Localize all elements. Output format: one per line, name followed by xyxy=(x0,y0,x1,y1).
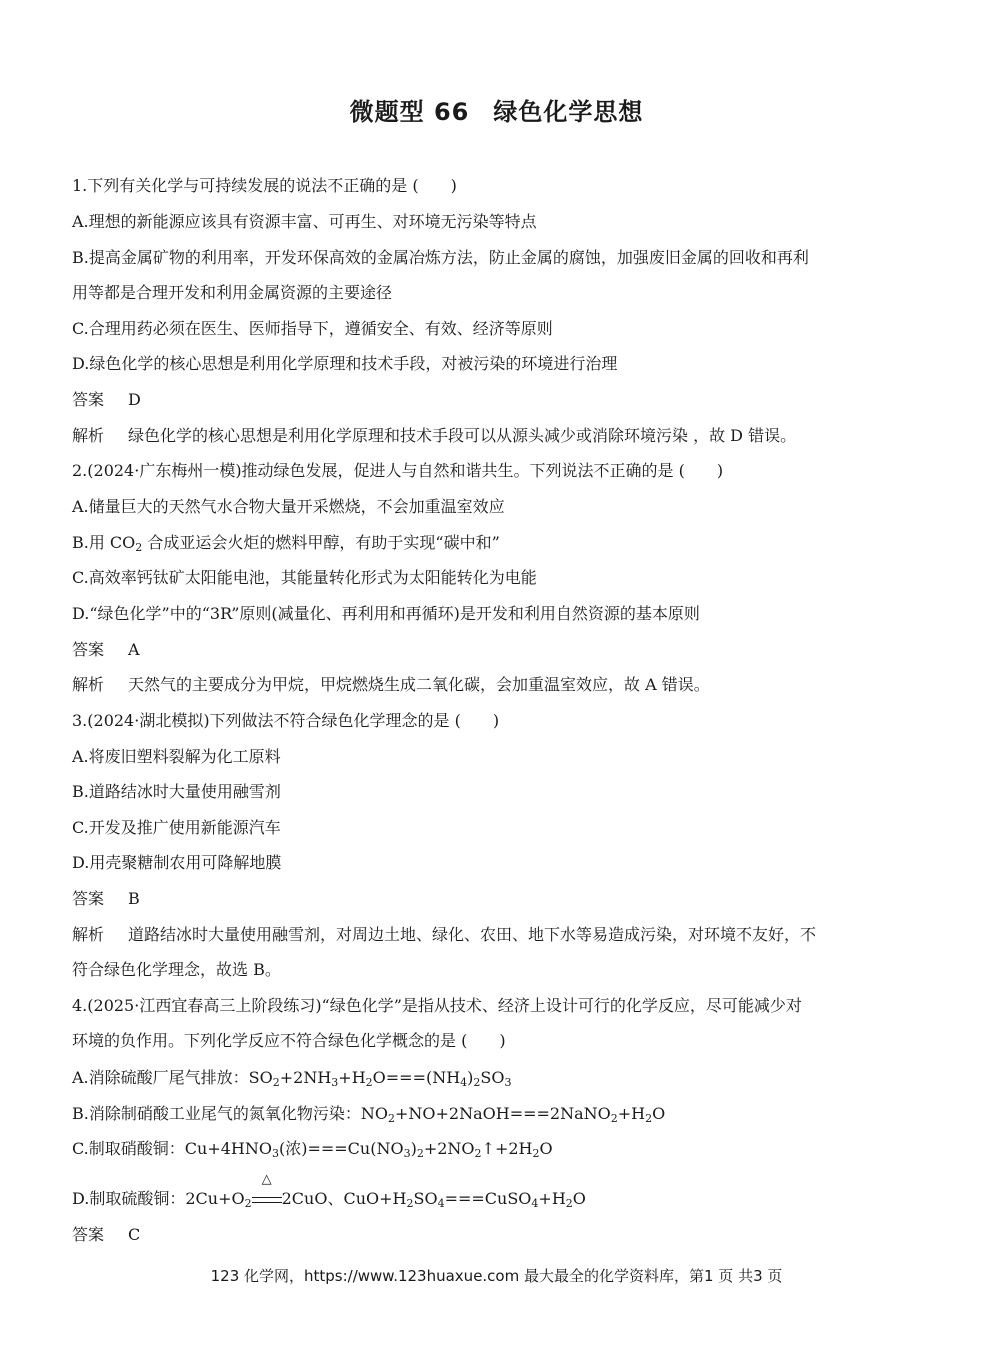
question-1-option-b-line2: 用等都是合理开发和利用金属资源的主要途径 xyxy=(72,283,393,302)
explain-label: 解析 xyxy=(72,675,105,694)
question-3-option-a: A.将废旧塑料裂解为化工原料 xyxy=(72,747,281,766)
option-label: A.消除硫酸厂尾气排放： xyxy=(72,1068,249,1087)
question-1-explanation xyxy=(72,425,796,447)
question-2-explanation xyxy=(72,674,710,696)
co2-subscript: 2 xyxy=(135,541,143,554)
option-label: B.消除制硝酸工业尾气的氮氧化物污染： xyxy=(72,1104,361,1123)
question-4-option-d: D.制取硫酸铜：$2Cu+O_2$ △ 2CuO、$CuO+H_2SO_4===CuSO_4+H_2O$ xyxy=(72,1188,586,1210)
question-1-answer xyxy=(72,389,141,411)
answer-label: 答案 xyxy=(72,640,105,659)
title-prefix: 微题型 66 xyxy=(349,98,470,126)
heat-triangle-icon: △ xyxy=(261,1172,272,1187)
question-2-option-b xyxy=(72,532,500,554)
option-b-rest: 合成亚运会火炬的燃料甲醇，有助于实现“碳中和” xyxy=(142,533,500,552)
question-3-explanation-line1 xyxy=(72,924,816,946)
question-1-option-a: A.理想的新能源应该具有资源丰富、可再生、对环境无污染等特点 xyxy=(72,212,537,231)
answer-value: A xyxy=(128,640,140,659)
question-2-option-c: C.高效率钙钛矿太阳能电池，其能量转化形式为太阳能转化为电能 xyxy=(72,568,537,587)
explanation-text: 天然气的主要成分为甲烷，甲烷燃烧生成二氧化碳，会加重温室效应，故 A 错误。 xyxy=(128,675,710,694)
question-3-explanation-line2: 符合绿色化学理念，故选 B。 xyxy=(72,960,281,979)
question-3: 3.(2024·湖北模拟)下列做法不符合绿色化学理念的是 ( ) xyxy=(72,711,500,730)
question-1-option-c: C.合理用药必须在医生、医师指导下，遵循安全、有效、经济等原则 xyxy=(72,319,553,338)
answer-label: 答案 xyxy=(72,1225,105,1244)
answer-value: D xyxy=(128,390,141,409)
heating-condition xyxy=(252,1172,282,1210)
explain-label: 解析 xyxy=(72,426,105,445)
explanation-text: 道路结冰时大量使用融雪剂，对周边土地、绿化、农田、地下水等易造成污染，对环境不友好，不 xyxy=(128,925,817,944)
question-2: 2.(2024·广东梅州一模)推动绿色发展，促进人与自然和谐共生。下列说法不正确的是 ( ) xyxy=(72,461,724,480)
question-4-option-c: C.制取硝酸铜：$Cu+4HNO_3$(浓)$===Cu(NO_3)_2+2NO_2↑+2H_2O$ xyxy=(72,1139,553,1160)
option-b-prefix: B.用 CO xyxy=(72,533,136,552)
question-1: 1.下列有关化学与可持续发展的说法不正确的是 ( ) xyxy=(72,176,457,195)
question-3-option-c: C.开发及推广使用新能源汽车 xyxy=(72,818,281,837)
question-2-answer xyxy=(72,639,140,661)
question-1-option-b-line1: B.提高金属矿物的利用率，开发环保高效的金属冶炼方法，防止金属的腐蚀，加强废旧金属的回收和再利 xyxy=(72,248,809,267)
question-4-option-b: B.消除制硝酸工业尾气的氮氧化物污染：$NO_2+NO+2NaOH===2NaNO_2+H_2O$ xyxy=(72,1104,666,1125)
question-3-answer xyxy=(72,888,140,910)
question-4-answer xyxy=(72,1224,140,1246)
question-4-line2: 环境的负作用。下列化学反应不符合绿色化学概念的是 ( ) xyxy=(72,1031,506,1050)
question-3-option-b: B.道路结冰时大量使用融雪剂 xyxy=(72,782,281,801)
question-4-option-a: A.消除硫酸厂尾气排放：$SO_2+2NH_3+H_2O===(NH_4)_2SO_3$ xyxy=(72,1068,512,1089)
explain-label: 解析 xyxy=(72,925,105,944)
option-label: C.制取硝酸铜： xyxy=(72,1139,185,1158)
option-label: D.制取硫酸铜： xyxy=(72,1189,186,1208)
explanation-text: 绿色化学的核心思想是利用化学原理和技术手段可以从源头减少或消除环境污染 ，故 D 错误。 xyxy=(128,426,797,445)
answer-value: C xyxy=(128,1225,141,1244)
title-main: 绿色化学思想 xyxy=(493,98,644,126)
answer-value: B xyxy=(128,889,140,908)
question-2-option-a: A.储量巨大的天然气水合物大量开采燃烧，不会加重温室效应 xyxy=(72,497,505,516)
page-title xyxy=(0,92,993,127)
page-footer: 123 化学网，https://www.123huaxue.com 最大最全的化学资料库，第1 页 共3 页 xyxy=(210,1267,783,1285)
question-4-line1: 4.(2025·江西宜春高三上阶段练习)“绿色化学”是指从技术、经济上设计可行的化学反应，尽可能减少对 xyxy=(72,996,802,1015)
question-1-option-d: D.绿色化学的核心思想是利用化学原理和技术手段，对被污染的环境进行治理 xyxy=(72,354,618,373)
question-3-option-d: D.用壳聚糖制农用可降解地膜 xyxy=(72,853,282,872)
answer-label: 答案 xyxy=(72,889,105,908)
question-2-option-d: D.“绿色化学”中的“3R”原则(减量化、再利用和再循环)是开发和利用自然资源的基本原则 xyxy=(72,604,700,623)
answer-label: 答案 xyxy=(72,390,105,409)
